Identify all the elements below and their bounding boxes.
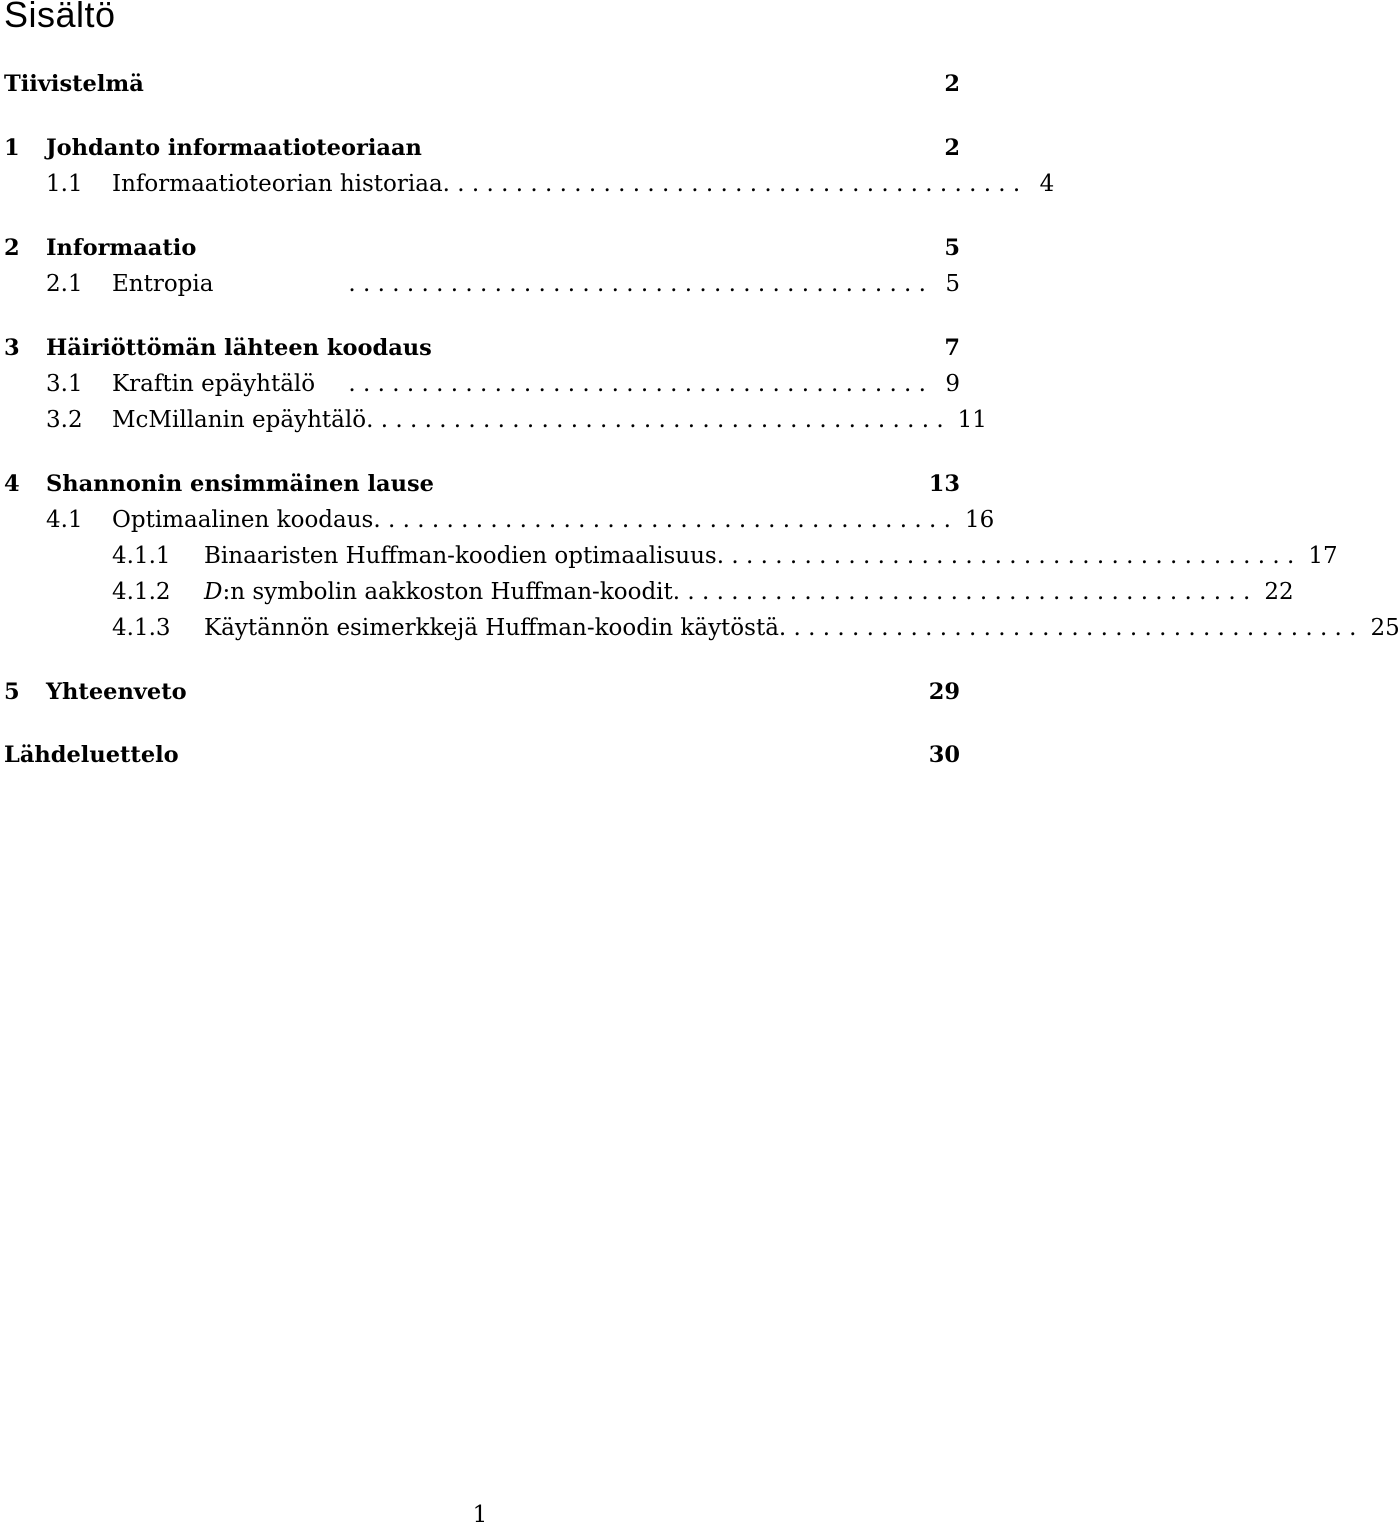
toc-entry-number: 4 (4, 471, 20, 497)
toc-entry-page: 22 (1264, 579, 1294, 605)
toc-entry-number: 4.1.2 (112, 579, 171, 605)
toc-entry-section-4-1[interactable] (4, 503, 995, 537)
toc-entry-chapter-4[interactable] (4, 467, 960, 501)
toc-entry-page: 5 (945, 271, 960, 297)
toc-entry-page: 25 (1370, 615, 1400, 641)
toc-entry-title: Yhteenveto (46, 679, 187, 705)
toc-dot-leader: . . . . . . . . . . . . . . . . . . . . . . . . . . . . . . . . . . . . . . . . (672, 579, 1251, 605)
toc-dot-leader: . . . . . . . . . . . . . . . . . . . . . . . . . . . . . . . . . . . . . . . . (778, 615, 1357, 641)
toc-entry-section-2-1[interactable] (4, 267, 960, 301)
toc-dot-leader: . . . . . . . . . . . . . . . . . . . . . . . . . . . . . . . . . . . . . . . . (366, 407, 944, 433)
toc-entry-number: 2.1 (46, 271, 83, 297)
toc-entry-title: Johdanto informaatioteoriaan (46, 135, 422, 161)
toc-entry-number: 4.1 (46, 507, 83, 533)
toc-dot-leader: . . . . . . . . . . . . . . . . . . . . . . . . . . . . . . . . . . . . . . . . (348, 371, 926, 397)
toc-entry-page: 2 (944, 135, 960, 161)
toc-entry-page: 13 (928, 471, 960, 497)
toc-entry-title: Informaatioteorian historiaa (112, 171, 443, 197)
toc-entry-title: Tiivistelmä (4, 71, 144, 97)
toc-entry-title: Häiriöttömän lähteen koodaus (46, 335, 432, 361)
toc-entry-title: Lähdeluettelo (4, 742, 179, 768)
toc-entry-number: 5 (4, 679, 20, 705)
toc-entry-title: Entropia (112, 271, 214, 297)
math-symbol-d: D (204, 579, 223, 605)
toc-entry-page: 11 (957, 407, 987, 433)
toc-entry-chapter-3[interactable] (4, 331, 960, 365)
toc-entry-title: Optimaalinen koodaus (112, 507, 374, 533)
toc-dot-leader: . . . . . . . . . . . . . . . . . . . . . . . . . . . . . . . . . . . . . . . . (716, 543, 1295, 569)
toc-entry-number: 3.2 (46, 407, 83, 433)
toc-entry-number: 3.1 (46, 371, 83, 397)
toc-entry-page: 30 (928, 742, 960, 768)
toc-entry-section-1-1[interactable] (4, 167, 1055, 201)
toc-entry-section-3-1[interactable] (4, 367, 960, 401)
toc-dot-leader: . . . . . . . . . . . . . . . . . . . . . . . . . . . . . . . . . . . . . . . . (442, 171, 1021, 197)
toc-entry-subsection-4-1-1[interactable] (4, 539, 1338, 573)
toc-entry-number: 1.1 (46, 171, 83, 197)
toc-entry-number: 4.1.1 (112, 543, 171, 569)
toc-entry-subsection-4-1-3[interactable] (4, 611, 1400, 645)
toc-heading: Sisältö (4, 0, 116, 35)
toc-entry-chapter-1[interactable] (4, 131, 960, 165)
toc-entry-title: Käytännön esimerkkejä Huffman-koodin käytöstä (204, 615, 779, 641)
toc-entry-page: 17 (1308, 543, 1338, 569)
toc-entry-title (204, 575, 673, 609)
toc-entry-page: 5 (944, 235, 960, 261)
toc-entry-abstract[interactable] (4, 67, 960, 101)
toc-entry-number: 3 (4, 335, 20, 361)
toc-entry-page: 29 (928, 679, 960, 705)
toc-entry-title: Kraftin epäyhtälö (112, 371, 316, 397)
toc-entry-chapter-5[interactable] (4, 675, 960, 709)
toc-dot-leader: . . . . . . . . . . . . . . . . . . . . . . . . . . . . . . . . . . . . . . . . (373, 507, 951, 533)
toc-entry-title: Shannonin ensimmäinen lause (46, 471, 434, 497)
toc-entry-number: 2 (4, 235, 20, 261)
toc-dot-leader: . . . . . . . . . . . . . . . . . . . . . . . . . . . . . . . . . . . . . . . . (348, 271, 926, 297)
toc-entry-section-3-2[interactable] (4, 403, 987, 437)
toc-entry-page: 9 (945, 371, 960, 397)
toc-entry-page: 4 (1039, 171, 1055, 197)
toc-entry-page: 2 (944, 71, 960, 97)
toc-entry-page: 16 (964, 507, 995, 533)
toc-entry-subsection-4-1-2[interactable] (4, 575, 1294, 609)
toc-entry-number: 1 (4, 135, 20, 161)
toc-entry-title: McMillanin epäyhtälö (112, 407, 367, 433)
toc-entry-chapter-2[interactable] (4, 231, 960, 265)
toc-entry-title-text: :n symbolin aakkoston Huffman-koodit (222, 579, 673, 605)
toc-entry-number: 4.1.3 (112, 615, 171, 641)
page-number: 1 (472, 1502, 488, 1528)
toc-entry-page: 7 (944, 335, 960, 361)
toc-entry-references[interactable] (4, 738, 960, 772)
toc-entry-title: Binaaristen Huffman-koodien optimaalisuus (204, 543, 717, 569)
toc-entry-title: Informaatio (46, 235, 197, 261)
